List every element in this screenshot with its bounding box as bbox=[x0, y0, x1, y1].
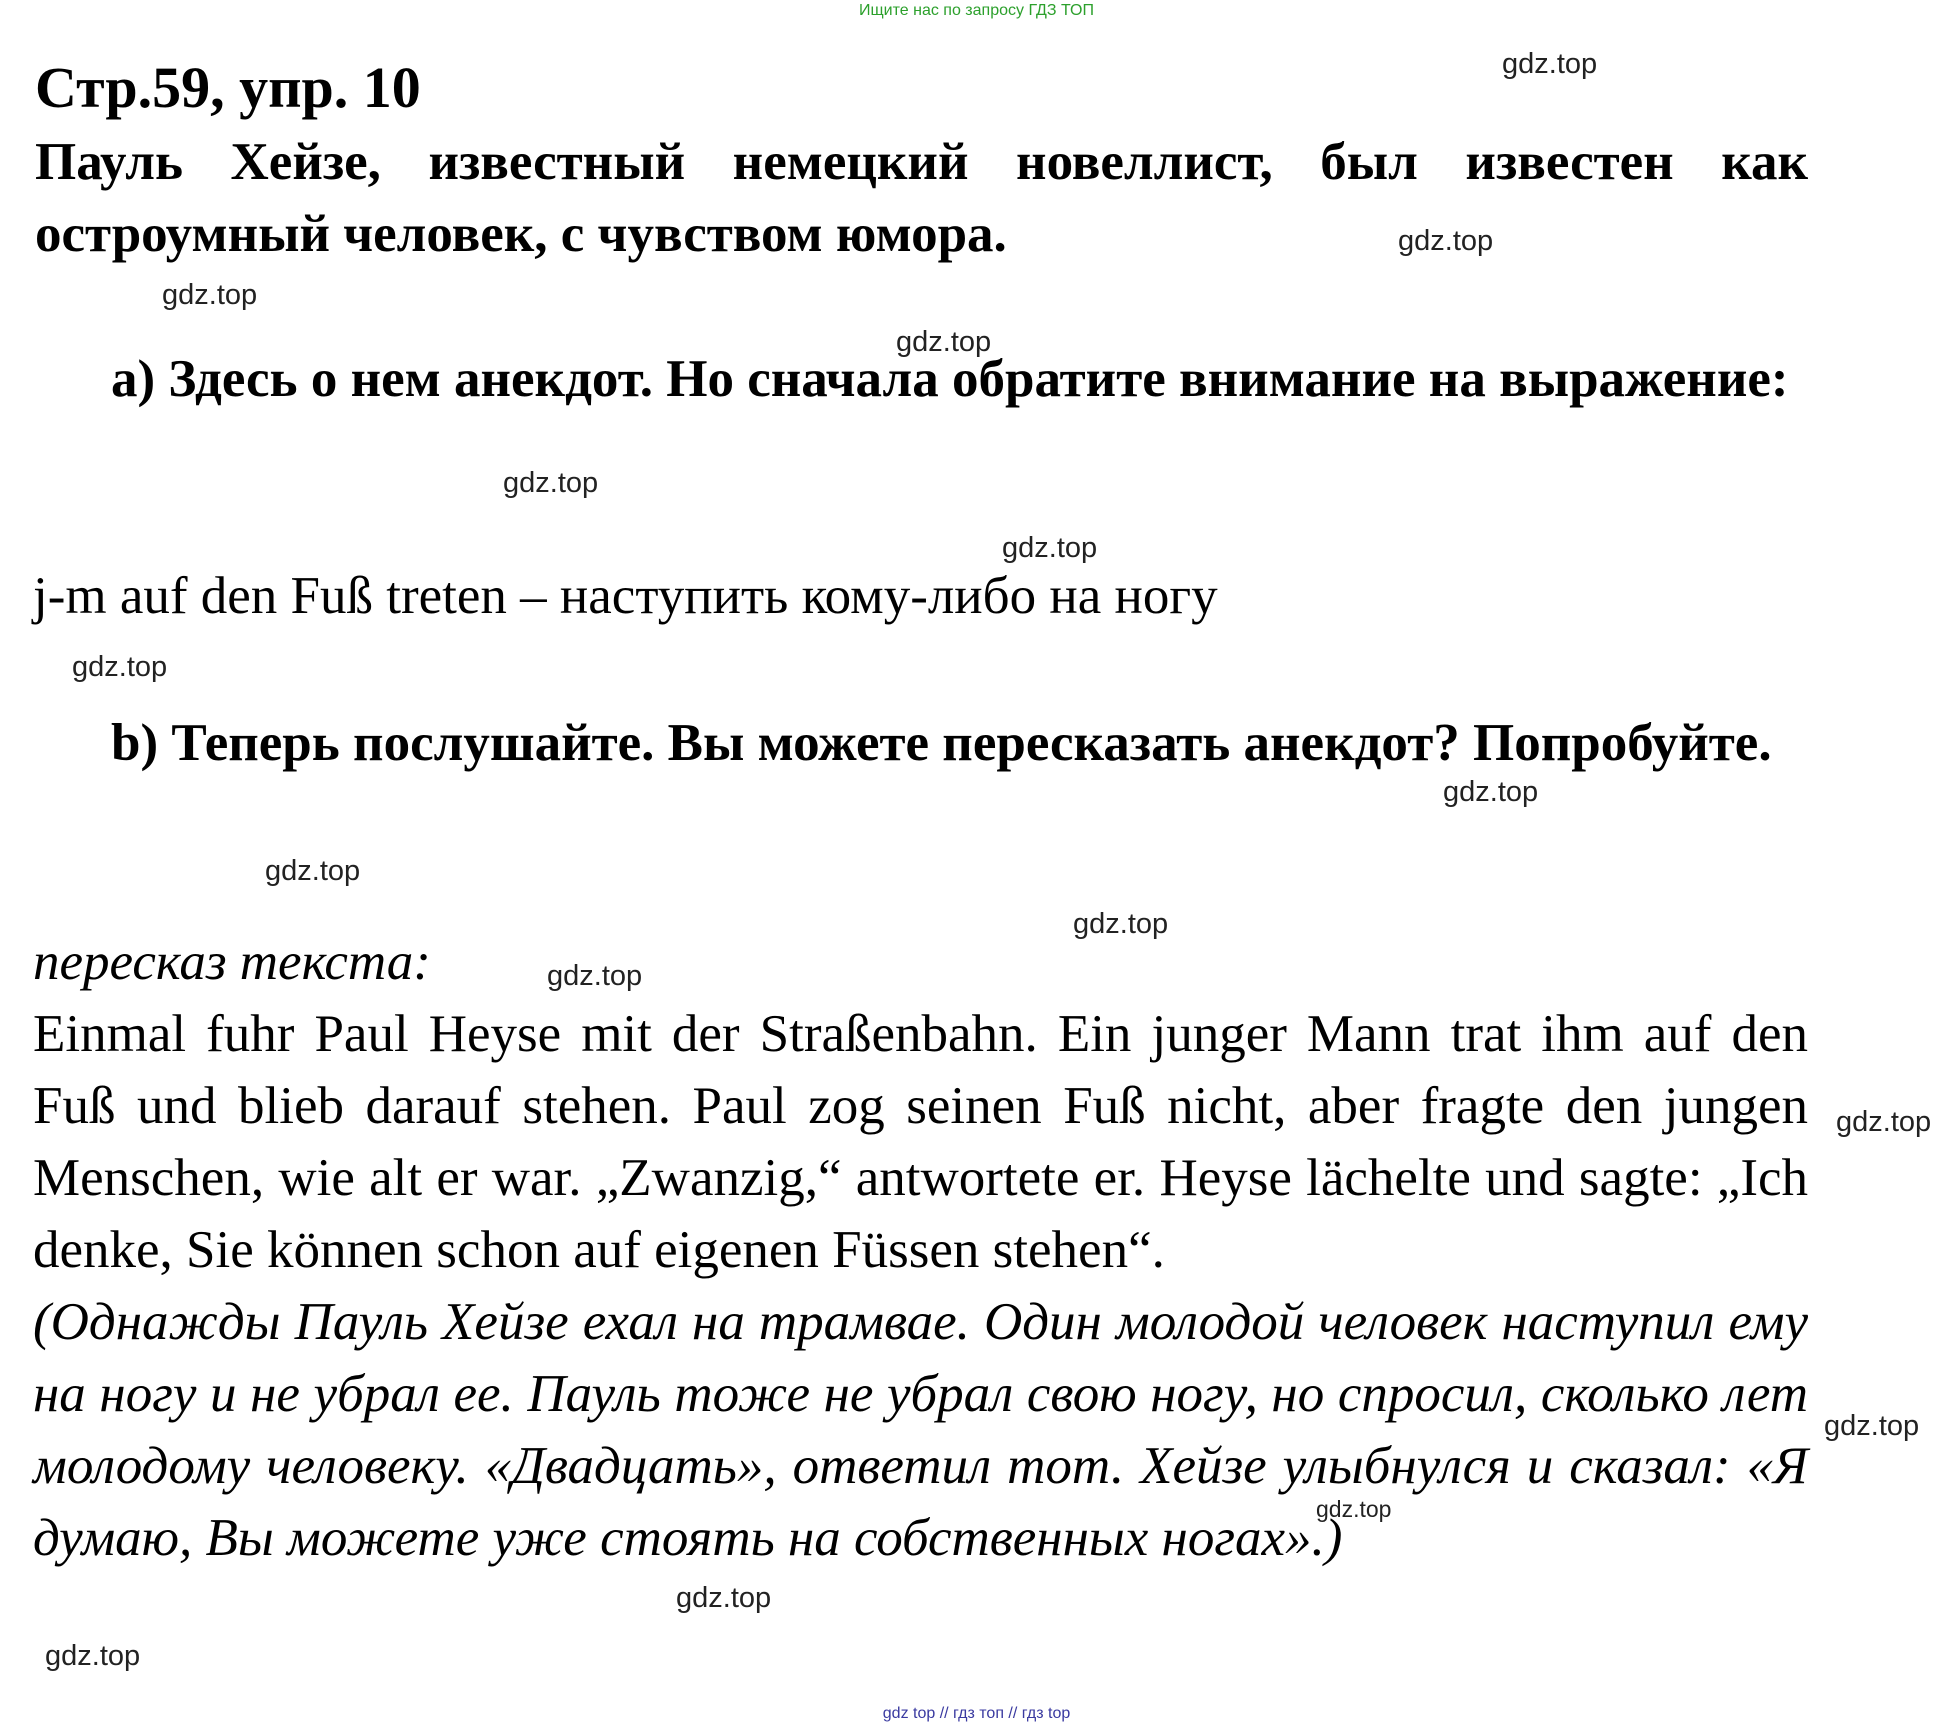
task-a-paragraph: a) Здесь о нем анекдот. Но сначала обратите внимание на выражение: bbox=[111, 350, 1789, 408]
watermark: gdz.top bbox=[265, 855, 361, 887]
watermark: gdz.top bbox=[1002, 532, 1098, 564]
watermark: gdz.top bbox=[896, 326, 992, 358]
watermark: gdz.top bbox=[1073, 908, 1169, 940]
footer: gdz top // гдз топ // гдз top bbox=[882, 1705, 1071, 1722]
watermark: gdz.top bbox=[547, 960, 643, 992]
watermark: gdz.top bbox=[72, 651, 168, 683]
watermark: gdz.top bbox=[1502, 48, 1598, 80]
watermark: gdz.top bbox=[1316, 1496, 1392, 1522]
watermark: gdz.top bbox=[1398, 225, 1494, 257]
german-retelling: Einmal fuhr Paul Heyse mit der Straßenbahn. Ein junger Mann trat ihm auf den Fuß und blieb darauf stehen. Paul zog seinen Fuß nicht, aber fragte den jungen Menschen, wie alt er war. „Zwanzig,“ antwortete er. Heyse lächelte und sagte: „Ich denke, Sie können schon auf eigenen Füssen stehen“. bbox=[33, 1005, 1808, 1279]
retell-label: пересказ текста: bbox=[33, 933, 431, 991]
task-b-paragraph: b) Теперь послушайте. Вы можете пересказать анекдот? Попробуйте. bbox=[111, 714, 1772, 772]
page-title: Стр.59, упр. 10 bbox=[35, 55, 421, 120]
watermark: gdz.top bbox=[1824, 1410, 1920, 1442]
watermark: gdz.top bbox=[162, 279, 258, 311]
watermark: gdz.top bbox=[1836, 1106, 1932, 1138]
intro-paragraph: Пауль Хейзе, известный немецкий новеллист, был известен как остроумный человек, с чувством юмора. bbox=[35, 133, 1808, 263]
watermark: gdz.top bbox=[676, 1582, 772, 1614]
watermark: gdz.top bbox=[45, 1640, 141, 1672]
expression-line: j-m auf den Fuß treten – наступить кому-либо на ногу bbox=[33, 567, 1218, 625]
watermark: gdz.top bbox=[1443, 776, 1539, 808]
top-banner: Ищите нас по запросу ГДЗ ТОП bbox=[859, 2, 1094, 19]
watermark: gdz.top bbox=[503, 467, 599, 499]
russian-translation: (Однажды Пауль Хейзе ехал на трамвае. Один молодой человек наступил ему на ногу и не убрал ее. Пауль тоже не убрал свою ногу, но спросил, сколько лет молодому человеку. «Двадцать», ответил тот. Хейзе улыбнулся и сказал: «Я думаю, Вы можете уже стоять на собственных ногах».) bbox=[33, 1293, 1808, 1567]
